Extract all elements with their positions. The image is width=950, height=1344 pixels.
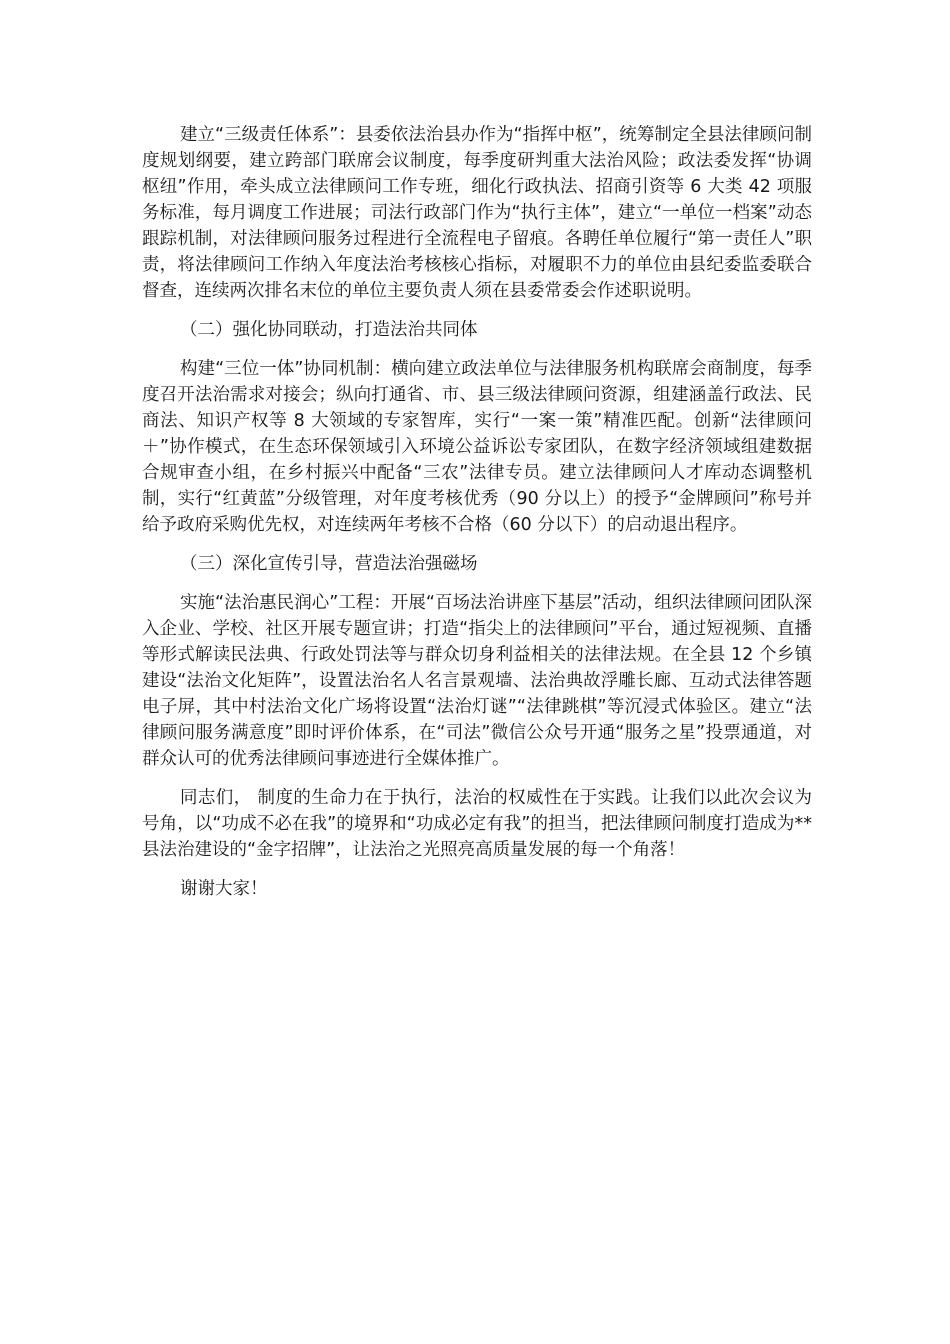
section-heading-3: （三）深化宣传引导，营造法治强磁场: [180, 554, 478, 574]
paragraph-conclusion: 同志们， 制度的生命力在于执行，法治的权威性在于实践。让我们以此次会议为号角，以“功成不必在我”的境界和“功成必定有我”的担当，把法律顾问制度打造成为**县法治建设的“金字招牌”，让法治之光照亮高质量发展的每一个角落！: [142, 788, 812, 860]
closing-thanks: 谢谢大家！: [180, 879, 268, 899]
section-heading-2: （二）强化协同联动，打造法治共同体: [180, 320, 478, 340]
document-page: [142, 122, 812, 915]
paragraph-publicity-project: 实施“法治惠民润心”工程：开展“百场法治讲座下基层”活动，组织法律顾问团队深入企业、学校、社区开展专题宣讲；打造“指尖上的法律顾问”平台，通过短视频、直播等形式解读民法典、行政处罚法等与群众切身利益相关的法律法规。在全县 12 个乡镇建设“法治文化矩阵”，设置法治名人名言景观墙、法治典故浮雕长廊、互动式法律答题电子屏，其中村法治文化广场将设置“法治灯谜”“法律跳棋”等沉浸式体验区。建立“法律顾问服务满意度”即时评价体系，在“司法”微信公众号开通“服务之星”投票通道，对群众认可的优秀法律顾问事迹进行全媒体推广。: [142, 593, 812, 769]
paragraph-responsibility-system: 建立“三级责任体系”：县委依法治县办作为“指挥中枢”，统筹制定全县法律顾问制度规划纲要，建立跨部门联席会议制度，每季度研判重大法治风险；政法委发挥“协调枢纽”作用，牵头成立法律顾问工作专班，细化行政执法、招商引资等 6 大类 42 项服务标准，每月调度工作进展；司法行政部门作为“执行主体”，建立“一单位一档案”动态跟踪机制，对法律顾问服务过程进行全流程电子留痕。各聘任单位履行“第一责任人”职责，将法律顾问工作纳入年度法治考核核心指标，对履职不力的单位由县纪委监委联合督查，连续两次排名末位的单位主要负责人须在县委常委会作述职说明。: [142, 125, 812, 301]
paragraph-coordination-mechanism: 构建“三位一体”协同机制：横向建立政法单位与法律服务机构联席会商制度，每季度召开法治需求对接会；纵向打通省、市、县三级法律顾问资源，组建涵盖行政法、民商法、知识产权等 8 大领域的专家智库，实行“一案一策”精准匹配。创新“法律顾问＋”协作模式，在生态环保领域引入环境公益诉讼专家团队，在数字经济领域组建数据合规审查小组，在乡村振兴中配备“三农”法律专员。建立法律顾问人才库动态调整机制，实行“红黄蓝”分级管理，对年度考核优秀（90 分以上）的授予“金牌顾问”称号并给予政府采购优先权，对连续两年考核不合格（60 分以下）的启动退出程序。: [142, 359, 812, 535]
